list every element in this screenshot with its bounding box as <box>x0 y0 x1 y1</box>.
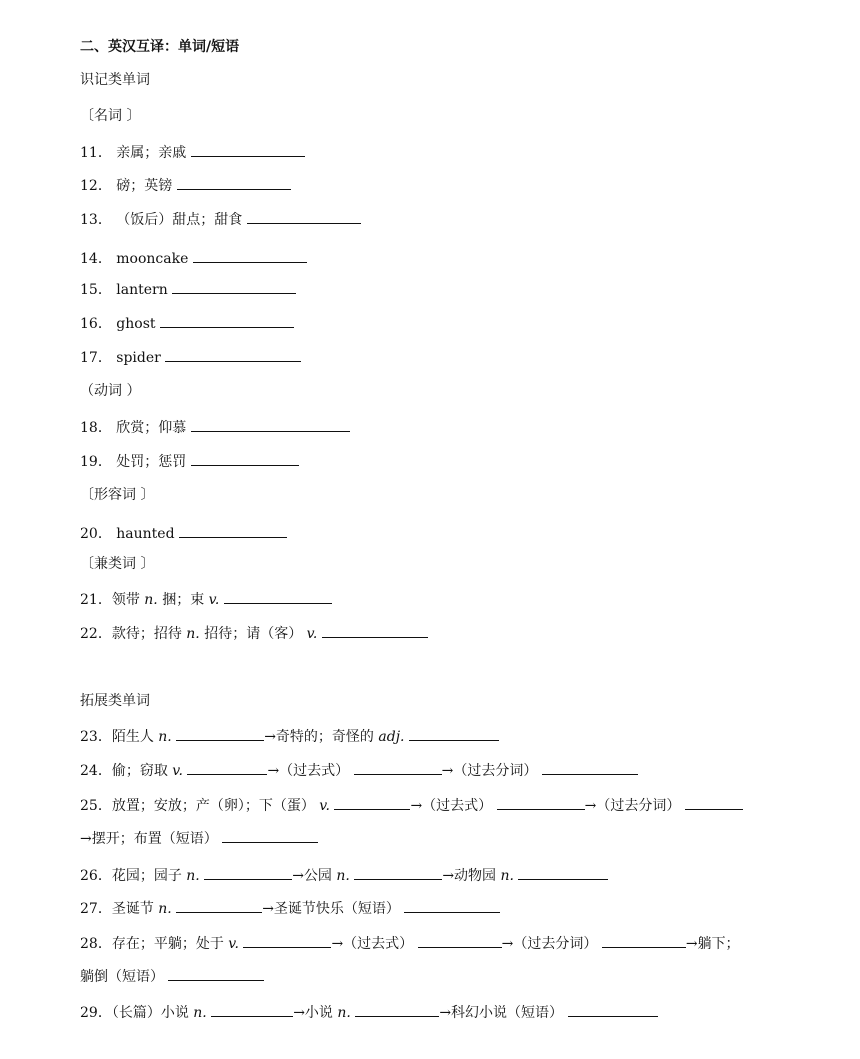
category-verb: （动词 ） <box>80 383 141 399</box>
question-19 <box>80 451 299 472</box>
question-21 <box>80 589 332 610</box>
question-text: ghost <box>116 316 156 332</box>
answer-blank[interactable] <box>685 795 743 810</box>
part-of-speech: n. <box>337 1005 351 1021</box>
question-number: 29． <box>80 1005 112 1021</box>
question-28-continued <box>80 966 264 987</box>
question-text: spider <box>116 350 161 366</box>
part-of-speech: n. <box>193 1005 207 1021</box>
question-number: 16． <box>80 316 112 332</box>
question-number: 17． <box>80 350 112 366</box>
question-text: 圣诞节 <box>111 901 159 917</box>
answer-blank[interactable] <box>177 175 291 190</box>
question-25 <box>80 795 743 816</box>
part-of-speech: adj. <box>378 729 405 745</box>
question-16 <box>80 313 294 334</box>
answer-blank[interactable] <box>243 933 331 948</box>
question-22 <box>80 623 428 644</box>
answer-blank[interactable] <box>176 726 264 741</box>
question-number: 14． <box>80 251 112 267</box>
question-number: 21． <box>80 592 112 608</box>
question-text: →（过去分词） <box>441 763 538 779</box>
question-text: →公园 <box>292 868 337 884</box>
answer-blank[interactable] <box>168 966 264 981</box>
answer-blank[interactable] <box>568 1002 658 1017</box>
answer-blank[interactable] <box>176 898 262 913</box>
answer-blank[interactable] <box>165 347 301 362</box>
question-text: →（过去式） <box>331 936 414 952</box>
question-text: （长篇）小说 <box>111 1005 194 1021</box>
part-of-speech: n. <box>186 868 200 884</box>
part-of-speech: n. <box>158 729 172 745</box>
question-text: 磅；英镑 <box>116 178 173 194</box>
question-text: →（过去分词） <box>501 936 598 952</box>
answer-blank[interactable] <box>354 865 442 880</box>
answer-blank[interactable] <box>404 898 500 913</box>
answer-blank[interactable] <box>602 933 686 948</box>
question-text: 捆；束 <box>157 592 209 608</box>
question-number: 20． <box>80 526 112 542</box>
question-12 <box>80 175 291 196</box>
answer-blank[interactable] <box>222 828 318 843</box>
category-noun: 〔名词 〕 <box>80 108 141 124</box>
category-adjective: 〔形容词 〕 <box>80 487 155 503</box>
answer-blank[interactable] <box>247 209 361 224</box>
question-text: 偷；窃取 <box>111 763 173 779</box>
question-number: 24． <box>80 763 112 779</box>
question-number: 26． <box>80 868 112 884</box>
question-text: 处罚；惩罚 <box>116 454 187 470</box>
question-15 <box>80 279 296 300</box>
question-number: 19． <box>80 454 112 470</box>
question-text: 欣赏；仰慕 <box>116 420 187 436</box>
answer-blank[interactable] <box>211 1002 293 1017</box>
question-text: 放置；安放；产（卵）；下（蛋） <box>111 798 320 814</box>
answer-blank[interactable] <box>542 760 638 775</box>
part-of-speech: n. <box>336 868 350 884</box>
question-text: →奇特的；奇怪的 <box>264 729 379 745</box>
answer-blank[interactable] <box>191 142 305 157</box>
answer-blank[interactable] <box>322 623 428 638</box>
answer-blank[interactable] <box>224 589 332 604</box>
question-number: 28． <box>80 936 112 952</box>
question-25-continued <box>80 828 318 849</box>
question-text: lantern <box>116 282 168 298</box>
question-13 <box>80 209 361 230</box>
part-of-speech: n. <box>186 626 200 642</box>
question-20 <box>80 523 287 544</box>
question-text: →动物园 <box>442 868 501 884</box>
answer-blank[interactable] <box>497 795 585 810</box>
question-text: 陌生人 <box>111 729 159 745</box>
part-of-speech: n. <box>500 868 514 884</box>
question-text: →躺下； <box>685 936 740 952</box>
question-text: →摆开；布置（短语） <box>80 831 218 847</box>
question-17 <box>80 347 301 368</box>
question-text: →（过去分词） <box>584 798 681 814</box>
part-of-speech: v. <box>306 626 318 642</box>
question-text: →（过去式） <box>410 798 493 814</box>
question-text: （饭后）甜点；甜食 <box>116 212 243 228</box>
question-14 <box>80 248 307 269</box>
question-11 <box>80 142 305 163</box>
part-of-speech: v. <box>172 763 183 779</box>
question-text: 领带 <box>111 592 145 608</box>
category-multi-class: 〔兼类词 〕 <box>80 556 155 572</box>
answer-blank[interactable] <box>172 279 296 294</box>
question-number: 11． <box>80 145 112 161</box>
answer-blank[interactable] <box>193 248 307 263</box>
answer-blank[interactable] <box>191 451 299 466</box>
answer-blank[interactable] <box>204 865 292 880</box>
answer-blank[interactable] <box>518 865 608 880</box>
question-number: 13． <box>80 212 112 228</box>
answer-blank[interactable] <box>354 760 442 775</box>
question-text: haunted <box>116 526 175 542</box>
question-text: mooncake <box>116 251 189 267</box>
question-23 <box>80 726 499 747</box>
question-text: 亲属；亲戚 <box>116 145 187 161</box>
question-24 <box>80 760 638 781</box>
group-title-memorize: 识记类单词 <box>80 72 150 88</box>
answer-blank[interactable] <box>179 523 287 538</box>
answer-blank[interactable] <box>187 760 267 775</box>
question-number: 25． <box>80 798 112 814</box>
question-27 <box>80 898 500 919</box>
question-text: →圣诞节快乐（短语） <box>262 901 400 917</box>
question-29 <box>80 1002 658 1023</box>
question-number: 27． <box>80 901 112 917</box>
answer-blank[interactable] <box>355 1002 439 1017</box>
answer-blank[interactable] <box>418 933 502 948</box>
question-text: →（过去式） <box>267 763 350 779</box>
question-text: 躺倒（短语） <box>80 969 164 985</box>
question-number: 12． <box>80 178 112 194</box>
part-of-speech: v. <box>208 592 220 608</box>
part-of-speech: v. <box>319 798 330 814</box>
section-title: 二、英汉互译：单词/短语 <box>80 39 240 55</box>
part-of-speech: n. <box>158 901 172 917</box>
part-of-speech: v. <box>228 936 239 952</box>
answer-blank[interactable] <box>160 313 294 328</box>
question-18 <box>80 417 350 438</box>
answer-blank[interactable] <box>409 726 499 741</box>
question-text: 花园；园子 <box>111 868 187 884</box>
question-text: 存在；平躺；处于 <box>111 936 229 952</box>
question-text: 款待；招待 <box>111 626 187 642</box>
group-title-extended: 拓展类单词 <box>80 693 150 709</box>
question-number: 15． <box>80 282 112 298</box>
question-text: →小说 <box>293 1005 338 1021</box>
question-text: 招待；请（客） <box>199 626 307 642</box>
answer-blank[interactable] <box>334 795 410 810</box>
question-text: →科幻小说（短语） <box>439 1005 564 1021</box>
question-number: 23． <box>80 729 112 745</box>
question-number: 18． <box>80 420 112 436</box>
question-28 <box>80 933 740 954</box>
question-number: 22． <box>80 626 112 642</box>
question-26 <box>80 865 608 886</box>
answer-blank[interactable] <box>191 417 350 432</box>
part-of-speech: n. <box>144 592 158 608</box>
